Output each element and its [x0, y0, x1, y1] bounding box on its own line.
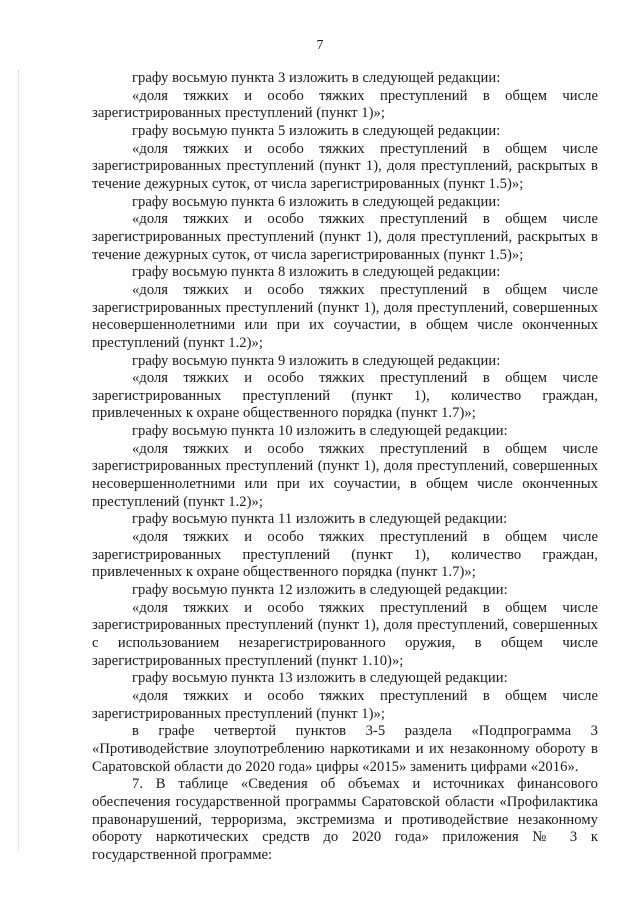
- paragraph-20-section-7: 7. В таблице «Сведения об объемах и источниках финансового обеспечения государственной программы Саратовской области «Профилактика правонарушений, терроризма, экстремизма и противодействие незаконному обороту наркотических средств до 2020 года» приложения № 3 к государственной программе:: [92, 776, 598, 863]
- margin-rule: [18, 70, 19, 850]
- paragraph-6-quote-item-6: «доля тяжких и особо тяжких преступлений в общем числе зарегистрированных преступлений (пункт 1), доля преступлений, раскрытых в течение дежурных суток, от числа зарегистрированных (пункт 1.5)»;: [92, 211, 598, 263]
- paragraph-1-instruction-item-3: графу восьмую пункта 3 изложить в следующей редакции:: [132, 70, 501, 86]
- paragraph-8-quote-item-8: «доля тяжких и особо тяжких преступлений в общем числе зарегистрированных преступлений (пункт 1), доля преступлений, совершенных несовершеннолетними или при их соучастии, в общем числе оконченных преступлений (пункт 1.2)»;: [92, 281, 598, 351]
- paragraph-11-instruction-item-10: графу восьмую пункта 10 изложить в следующей редакции:: [132, 423, 508, 440]
- paragraph-16-quote-item-12: «доля тяжких и особо тяжких преступлений в общем числе зарегистрированных преступлений (пункт 1), доля преступлений, совершенных с использованием незарегистрированного оружия, в общем числе зарегистрированных преступлений (пункт 1.10)»;: [92, 599, 598, 669]
- paragraph-15-instruction-item-12: графу восьмую пункта 12 изложить в следующей редакции:: [132, 582, 508, 599]
- paragraph-14-quote-item-11: «доля тяжких и особо тяжких преступлений в общем числе зарегистрированных преступлений (пункт 1), количество граждан, привлеченных к охране общественного порядка (пункт 1.7)»;: [92, 529, 598, 581]
- paragraph-10-quote-item-9: «доля тяжких и особо тяжких преступлений в общем числе зарегистрированных преступлений (пункт 1), количество граждан, привлеченных к охране общественного порядка (пункт 1.7)»;: [92, 370, 598, 422]
- document-body: [92, 70, 598, 865]
- page-number: 7: [316, 38, 324, 53]
- paragraph-7-instruction-item-8: графу восьмую пункта 8 изложить в следующей редакции:: [132, 264, 501, 281]
- paragraph-17-instruction-item-13: графу восьмую пункта 13 изложить в следующей редакции:: [132, 670, 508, 687]
- paragraph-9-instruction-item-9: графу восьмую пункта 9 изложить в следующей редакции:: [132, 352, 501, 369]
- paragraph-13-instruction-item-11: графу восьмую пункта 11 изложить в следующей редакции:: [132, 511, 508, 528]
- paragraph-5-instruction-item-6: графу восьмую пункта 6 изложить в следующей редакции:: [132, 193, 501, 210]
- paragraph-19-subprogram-3-change: в графе четвертой пунктов 3-5 раздела «Подпрограмма 3 «Противодействие злоупотреблению наркотиками и их незаконному обороту в Саратовской области до 2020 года» цифры «2015» заменить цифрами «2016».: [92, 723, 598, 775]
- paragraph-4-quote-item-5: «доля тяжких и особо тяжких преступлений в общем числе зарегистрированных преступлений (пункт 1), доля преступлений, раскрытых в течение дежурных суток, от числа зарегистрированных (пункт 1.5)»;: [92, 140, 598, 192]
- paragraph-18-quote-item-13: «доля тяжких и особо тяжких преступлений в общем числе зарегистрированных преступлений (пункт 1)»;: [92, 687, 598, 722]
- paragraph-2-quote-item-3: «доля тяжких и особо тяжких преступлений в общем числе зарегистрированных преступлений (пункт 1)»;: [92, 87, 598, 122]
- paragraph-12-quote-item-10: «доля тяжких и особо тяжких преступлений в общем числе зарегистрированных преступлений (пункт 1), доля преступлений, совершенных несовершеннолетними или при их соучастии, в общем числе оконченных преступлений (пункт 1.2)»;: [92, 440, 598, 510]
- paragraph-3-instruction-item-5: графу восьмую пункта 5 изложить в следующей редакции:: [132, 122, 501, 139]
